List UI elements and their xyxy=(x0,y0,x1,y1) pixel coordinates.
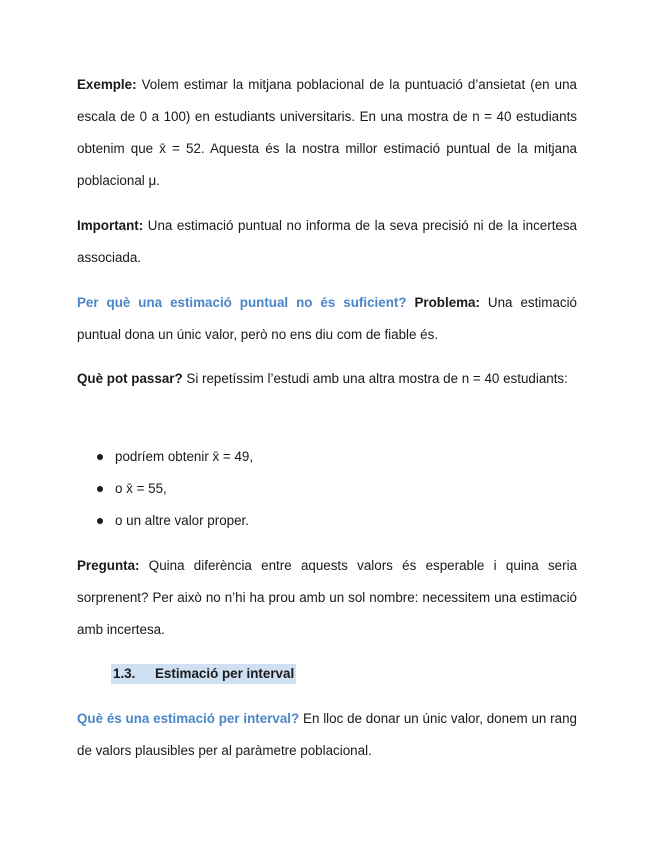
point-estimate-question: Per què una estimació puntual no és suficient? xyxy=(77,295,407,310)
interval-paragraph xyxy=(77,703,577,767)
problem-paragraph xyxy=(77,287,577,351)
what-happens-label: Què pot passar? xyxy=(77,371,183,386)
section-title: Estimació per interval xyxy=(155,666,295,681)
list-item: podríem obtenir x̄ = 49, xyxy=(77,441,577,473)
what-happens-paragraph xyxy=(77,363,577,395)
example-paragraph xyxy=(77,69,577,197)
important-label: Important: xyxy=(77,218,144,233)
question-paragraph xyxy=(77,550,577,646)
bullet-list xyxy=(77,441,577,537)
interval-question: Què és una estimació per interval? xyxy=(77,711,300,726)
problem-text: Una estimació puntual dona un únic valor, però no ens diu com de fiable és. xyxy=(77,295,578,342)
question-label: Pregunta: xyxy=(77,558,140,573)
important-paragraph xyxy=(77,210,577,274)
list-item: o un altre valor proper. xyxy=(77,505,577,537)
interval-text: En lloc de donar un únic valor, donem un rang de valors plausibles per al paràmetre poblacional. xyxy=(77,711,577,758)
list-item: o x̄ = 55, xyxy=(77,473,577,505)
problem-label: Problema: xyxy=(406,295,480,310)
question-text: Quina diferència entre aquests valors és esperable i quina seria sorprenent? Per això no n’hi ha prou amb un sol nombre: necessitem una estimació amb incertesa. xyxy=(77,558,577,637)
section-heading xyxy=(111,664,296,684)
what-happens-text: Si repetíssim l’estudi amb una altra mostra de n = 40 estudiants: xyxy=(182,371,568,386)
section-number: 1.3. xyxy=(113,666,136,681)
example-text: Volem estimar la mitjana poblacional de la puntuació d’ansietat (en una escala de 0 a 100) en estudiants universitaris. En una mostra de n = 40 estudiants obtenim que x̄ = 52. Aquesta és la nostra millor estimació puntual de la mitjana poblacional μ. xyxy=(77,77,577,188)
example-label: Exemple: xyxy=(77,77,137,92)
important-text: Una estimació puntual no informa de la seva precisió ni de la incertesa associada. xyxy=(77,218,577,265)
